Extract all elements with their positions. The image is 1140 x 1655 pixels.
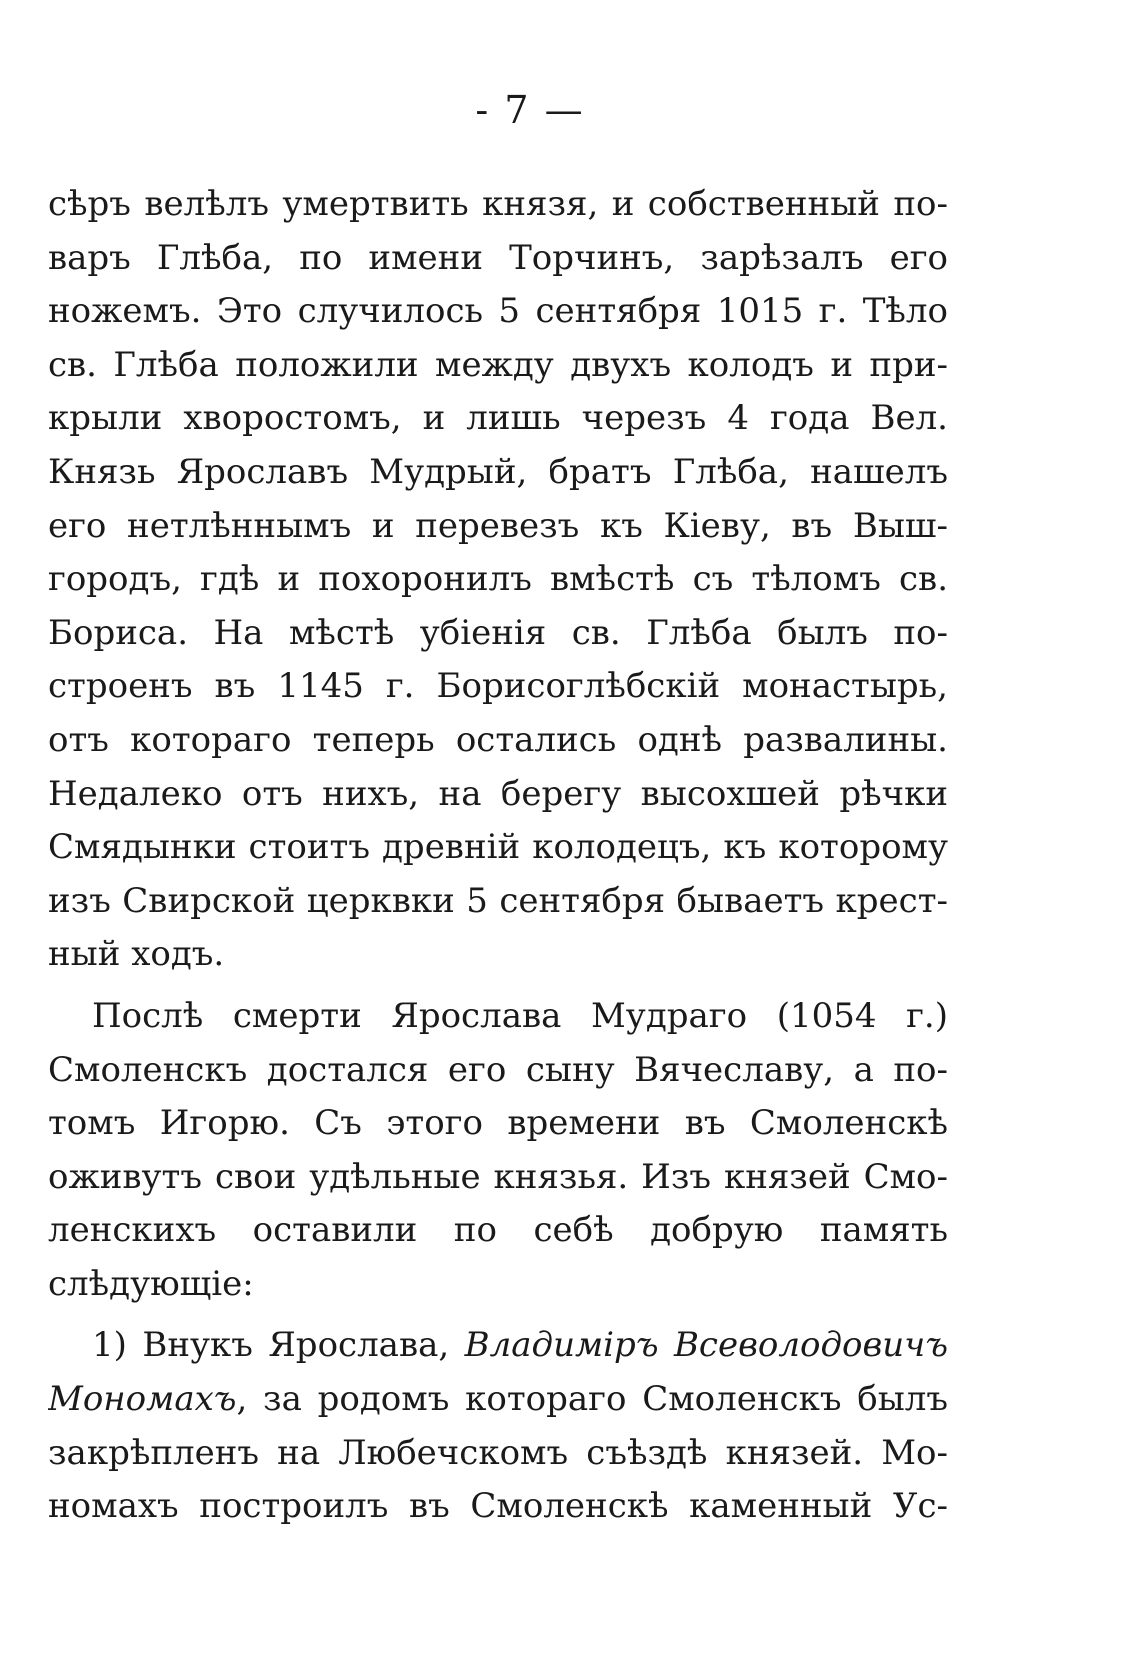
text-line: Смоленскъ достался его сыну Вячеславу, а по- bbox=[48, 1049, 948, 1090]
text-line: закрѣпленъ на Любечскомъ съѣздѣ князей. Мо- bbox=[48, 1432, 948, 1473]
person-name-italic: Мономахъ bbox=[48, 1379, 237, 1420]
line-text: 1) Внукъ Ярослава, bbox=[92, 1325, 465, 1366]
text-line: Смядынки стоитъ древній колодецъ, къ которому bbox=[48, 827, 948, 868]
text-line: отъ котораго теперь остались однѣ развалины. bbox=[48, 719, 948, 760]
text-line: городъ, гдѣ и похоронилъ вмѣстѣ съ тѣломъ св. bbox=[48, 559, 948, 600]
text-line: строенъ въ 1145 г. Борисоглѣбскій монастырь, bbox=[48, 666, 948, 707]
text-line: ный ходъ. bbox=[48, 934, 225, 975]
text-line bbox=[48, 1319, 948, 1373]
text-line: Князь Ярославъ Мудрый, братъ Глѣба, нашелъ bbox=[48, 451, 948, 492]
text-line: ножемъ. Это случилось 5 сентября 1015 г. Тѣло bbox=[48, 291, 948, 332]
text-line: изъ Свирской церквки 5 сентября бываетъ крест- bbox=[48, 880, 948, 921]
text-line: св. Глѣба положили между двухъ колодъ и при- bbox=[48, 344, 948, 385]
text-line: его нетлѣннымъ и перевезъ къ Кіеву, въ Выш- bbox=[48, 505, 948, 546]
text-line: Бориса. На мѣстѣ убіенія св. Глѣба былъ по- bbox=[48, 612, 948, 653]
text-line bbox=[48, 1373, 948, 1427]
body-text bbox=[48, 178, 948, 1534]
text-line: ленскихъ оставили по себѣ добрую память bbox=[48, 1210, 948, 1251]
text-line: Послѣ смерти Ярослава Мудраго (1054 г.) bbox=[92, 995, 948, 1036]
text-line: номахъ построилъ въ Смоленскѣ каменный Ус- bbox=[48, 1486, 948, 1527]
person-name-italic: Владиміръ Всеволодовичъ bbox=[464, 1325, 948, 1366]
text-line: оживутъ свои удѣльные князья. Изъ князей Смо- bbox=[48, 1156, 948, 1197]
text-line: варъ Глѣба, по имени Торчинъ, зарѣзалъ его bbox=[48, 237, 948, 278]
paragraph bbox=[48, 990, 948, 1312]
text-line: томъ Игорю. Съ этого времени въ Смоленскѣ bbox=[48, 1103, 948, 1144]
page-number: - 7 — bbox=[475, 88, 585, 132]
text-line: крыли хворостомъ, и лишь черезъ 4 года Вел. bbox=[48, 398, 948, 439]
text-line: Недалеко отъ нихъ, на берегу высохшей рѣчки bbox=[48, 773, 948, 814]
paragraph bbox=[48, 1319, 948, 1533]
paragraph bbox=[48, 178, 948, 982]
text-line: сѣръ велѣлъ умертвить князя, и собственный по- bbox=[48, 184, 948, 224]
text-line: слѣдующіе: bbox=[48, 1263, 254, 1304]
line-text: , за родомъ котораго Смоленскъ былъ bbox=[236, 1379, 948, 1420]
